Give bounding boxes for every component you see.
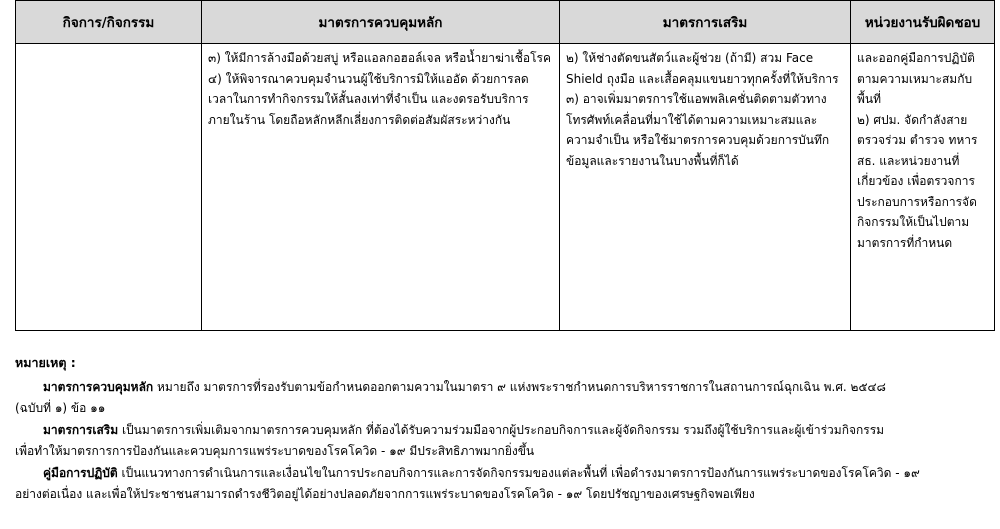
cell-activity bbox=[16, 44, 202, 331]
note-text: เป็นแนวทางการดำเนินการและเงื่อนไขในการประกอบกิจการและการจัดกิจกรรมของแต่ละพื้นที่ เพื่อดำรงมาตรการป้องกันการแพร่ระบาดของโรคโควิด - ๑๙ bbox=[117, 465, 920, 480]
note-continuation: อย่างต่อเนื่อง และเพื่อให้ประชาชนสามารถดำรงชีวิตอยู่ได้อย่างปลอดภัยจากการแพร่ระบาดของโรคโควิด - ๑๙ โดยปรัชญาของเศรษฐกิจพอเพียง bbox=[15, 487, 755, 501]
table-header-row bbox=[16, 1, 995, 44]
note-text: หมายถึง มาตรการที่รองรับตามข้อกำหนดออกตามความในมาตรา ๙ แห่งพระราชกำหนดการบริหารราชการในสถานการณ์ฉุกเฉิน พ.ศ. ๒๕๔๘ bbox=[153, 379, 886, 394]
header-responsible-agency: หน่วยงานรับผิดชอบ bbox=[851, 1, 995, 44]
header-main-measures: มาตรการควบคุมหลัก bbox=[202, 1, 560, 44]
note-practice-manual bbox=[15, 463, 990, 485]
cell-responsible-agency bbox=[851, 44, 995, 331]
additional-measure-item: ๓) อาจเพิ่มมาตรการใช้แอพพลิเคชั่นติดตามตัวทางโทรศัพท์เคลื่อนที่มาใช้ได้ตามความเหมาะสมและความจำเป็น หรือใช้มาตรการควบคุมด้วยการบันทึกข้อมูลและรายงานในบางพื้นที่ก็ได้ bbox=[566, 92, 830, 168]
cell-additional-measures bbox=[560, 44, 851, 331]
notes-heading: หมายเหตุ : bbox=[15, 355, 76, 370]
note-text: เป็นมาตรการเพิ่มเติมจากมาตรการควบคุมหลัก ที่ต้องได้รับความร่วมมือจากผู้ประกอบกิจการและผู้จัดกิจกรรม รวมถึงผู้ใช้บริการและผู้เข้าร่วมกิจกรรม bbox=[118, 422, 885, 437]
note-continuation: เพื่อทำให้มาตรการการป้องกันและควบคุมการแพร่ระบาดของโรคโควิด - ๑๙ มีประสิทธิภาพมากยิ่งขึ้น bbox=[15, 444, 535, 458]
cell-main-measures bbox=[202, 44, 560, 331]
additional-measure-item: ๒) ให้ช่างตัดขนสัตว์และผู้ช่วย (ถ้ามี) สวม Face Shield ถุงมือ และเสื้อคลุมแขนยาวทุกครั้งที่ให้บริการ bbox=[566, 51, 839, 86]
note-term: มาตรการเสริม bbox=[43, 422, 119, 437]
note-term: คู่มือการปฏิบัติ bbox=[43, 465, 118, 480]
note-main-measures bbox=[15, 377, 990, 399]
header-activity: กิจการ/กิจกรรม bbox=[16, 1, 202, 44]
note-additional-measures bbox=[15, 420, 990, 442]
main-measure-item: ๔) ให้พิจารณาควบคุมจำนวนผู้ใช้บริการมิให้แออัด ด้วยการลดเวลาในการทำกิจกรรมให้สั้นลงเท่าที่จำเป็น และงดรอรับบริการภายในร้าน โดยถือหลักหลีกเลี่ยงการติดต่อสัมผัสระหว่างกัน bbox=[208, 71, 529, 127]
main-measure-item: ๓) ให้มีการล้างมือด้วยสบู่ หรือแอลกอฮอล์เจล หรือน้ำยาฆ่าเชื้อโรค bbox=[208, 51, 552, 65]
agency-item: และออกคู่มือการปฏิบัติตามความเหมาะสมกับพื้นที่ bbox=[857, 51, 975, 106]
notes-section bbox=[15, 352, 990, 506]
table-row bbox=[16, 44, 995, 331]
measures-table bbox=[15, 0, 995, 331]
note-continuation: (ฉบับที่ ๑) ข้อ ๑๑ bbox=[15, 401, 106, 415]
note-term: มาตรการควบคุมหลัก bbox=[43, 379, 154, 394]
agency-item: ๒) ศปม. จัดกำลังสายตรวจร่วม ตำรวจ ทหาร สธ. และหน่วยงานที่เกี่ยวข้อง เพื่อตรวจการประกอบการหรือการจัดกิจกรรมให้เป็นไปตามมาตรการที่กำหนด bbox=[857, 112, 978, 250]
header-additional-measures: มาตรการเสริม bbox=[560, 1, 851, 44]
